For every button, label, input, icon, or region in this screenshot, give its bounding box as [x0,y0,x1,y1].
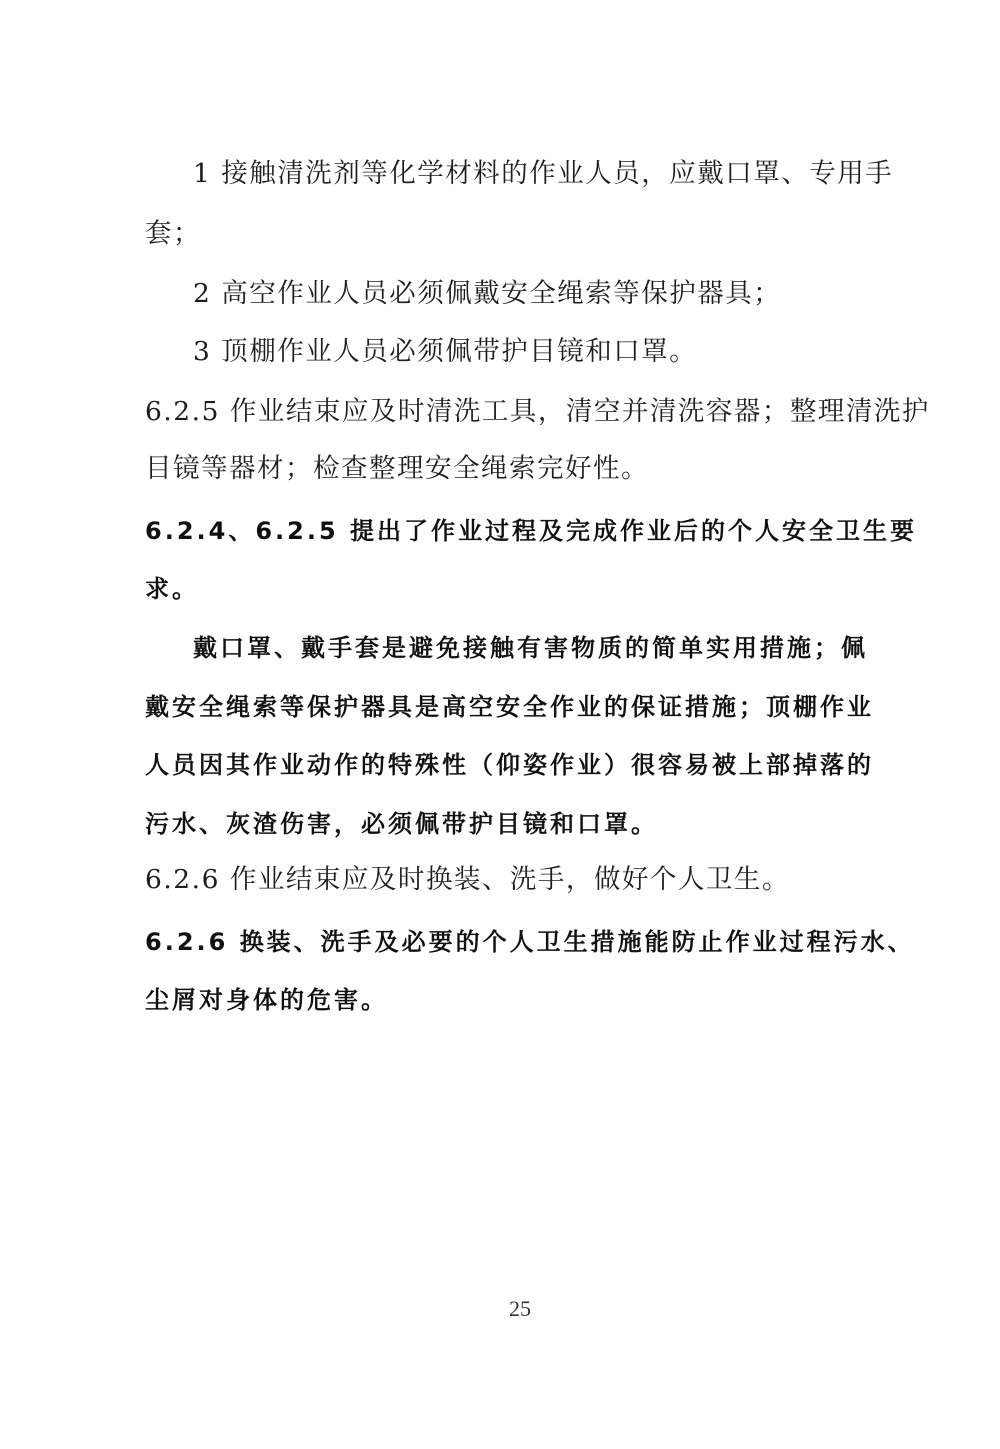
clause-item-3: 3 顶棚作业人员必须佩带护目镜和口罩。 [193,336,698,367]
commentary-paragraph-line-1: 戴口罩、戴手套是避免接触有害物质的简单实用措施；佩 [193,634,868,662]
clause-item-1-line-2: 套； [145,218,201,249]
commentary-paragraph-line-4: 污水、灰渣伤害，必须佩带护目镜和口罩。 [145,810,658,838]
commentary-paragraph-line-2: 戴安全绳索等保护器具是高空安全作业的保证措施；顶棚作业 [145,693,874,721]
clause-6-2-6: 6.2.6 作业结束应及时换装、洗手，做好个人卫生。 [145,864,790,895]
commentary-6-2-6-line-1: 6.2.6 换装、洗手及必要的个人卫生措施能防止作业过程污水、 [145,928,915,956]
commentary-6-2-4-line-1: 6.2.4、6.2.5 提出了作业过程及完成作业后的个人安全卫生要 [145,517,918,545]
clause-item-1-line-1: 1 接触清洗剂等化学材料的作业人员，应戴口罩、专用手 [193,158,894,189]
clause-6-2-5-line-2: 目镜等器材；检查整理安全绳索完好性。 [145,453,649,484]
clause-6-2-5-line-1: 6.2.5 作业结束应及时清洗工具，清空并清洗容器；整理清洗护 [145,396,930,427]
commentary-6-2-4-line-2: 求。 [145,575,199,603]
commentary-paragraph-line-3: 人员因其作业动作的特殊性（仰姿作业）很容易被上部掉落的 [145,751,874,779]
commentary-6-2-6-line-2: 尘屑对身体的危害。 [145,986,388,1014]
clause-item-2: 2 高空作业人员必须佩戴安全绳索等保护器具； [193,278,782,309]
page-number: 25 [509,1296,531,1321]
